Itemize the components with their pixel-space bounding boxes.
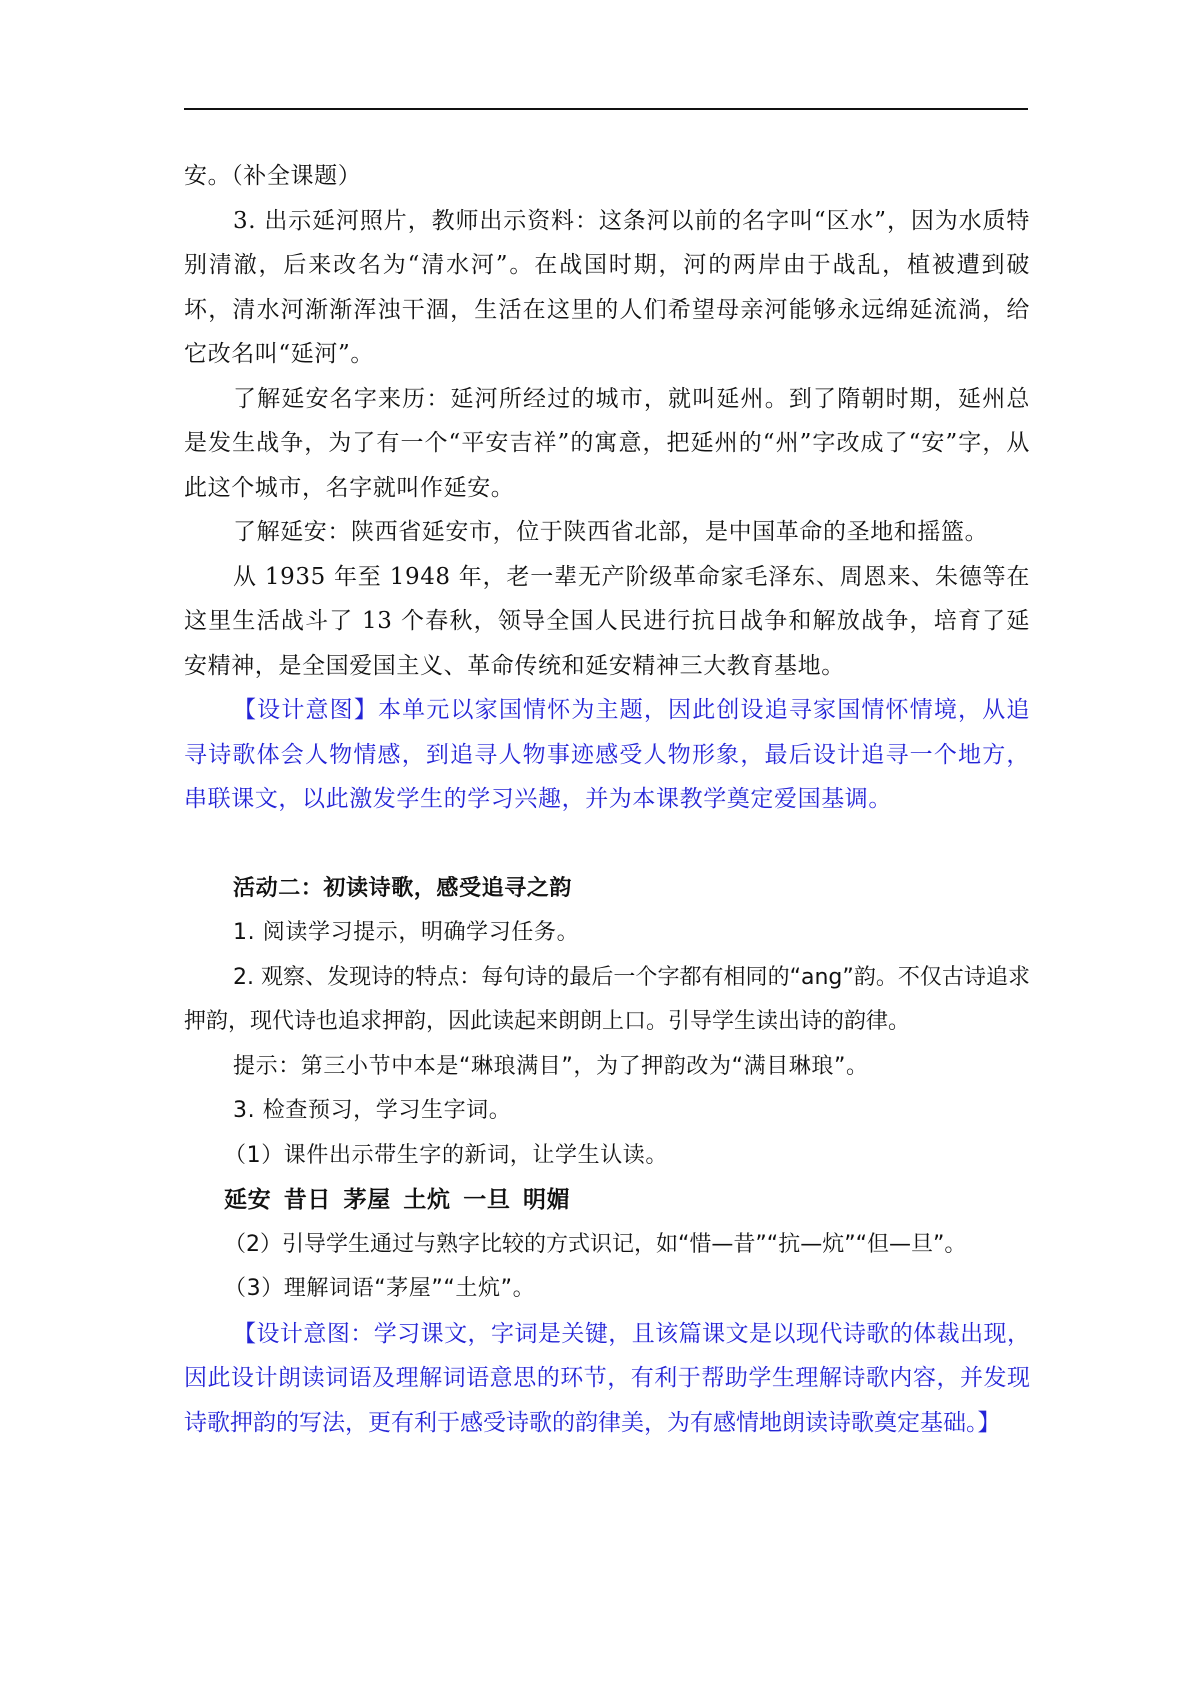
design-intent-note-1: 【设计意图】本单元以家国情怀为主题，因此创设追寻家国情怀情境，从追寻诗歌体会人物情感，到追寻人物事迹感受人物形象，最后设计追寻一个地方，串联课文，以此激发学生的学习兴趣，并为本课教学奠定爱国基调。 <box>184 697 1030 812</box>
paragraph-yanan-history: 从 1935 年至 1948 年，老一辈无产阶级革命家毛泽东、周恩来、朱德等在这里生活战斗了 13 个春秋，领导全国人民进行抗日战争和解放战争，培育了延安精神，是全国爱国主义、革命传统和延安精神三大教育基地。 <box>184 563 1030 679</box>
paragraph-yanhe-river: 3. 出示延河照片，教师出示资料：这条河以前的名字叫“区水”，因为水质特别清澈，后来改名为“清水河”。在战国时期，河的两岸由于战乱，植被遭到破坏，清水河渐渐浑浊干涸，生活在这里的人们希望母亲河能够永远绵延流淌，给它改名叫“延河”。 <box>184 207 1030 367</box>
step-observe-rhyme: 2. 观察、发现诗的特点：每句诗的最后一个字都有相同的“ang”韵。不仅古诗追求押韵，现代诗也追求押韵，因此读起来朗朗上口。引导学生读出诗的韵律。 <box>184 964 1030 1034</box>
step-read-tips: 1. 阅读学习提示，明确学习任务。 <box>233 920 580 945</box>
rhyme-hint: 提示：第三小节中本是“琳琅满目”，为了押韵改为“满目琳琅”。 <box>233 1053 869 1079</box>
step-check-preview: 3. 检查预习，学习生字词。 <box>233 1098 512 1123</box>
vocabulary-list: 延安 昔日 茅屋 土炕 一旦 明媚 <box>224 1186 571 1213</box>
lesson-content <box>184 154 1030 1445</box>
design-intent-note-2: 【设计意图：学习课文，字词是关键，且该篇课文是以现代诗歌的体裁出现，因此设计朗读词语及理解词语意思的环节，有利于帮助学生理解诗歌内容，并发现诗歌押韵的写法，更有利于感受诗歌的韵律美，为有感情地朗读诗歌奠定基础。】 <box>184 1320 1030 1436</box>
header-rule <box>184 108 1028 110</box>
activity-two-heading: 活动二：初读诗歌，感受追寻之韵 <box>233 875 573 901</box>
paragraph-yanan-name-origin: 了解延安名字来历：延河所经过的城市，就叫延州。到了隋朝时期，延州总是发生战争，为了有一个“平安吉祥”的寓意，把延州的“州”字改成了“安”字，从此这个城市，名字就叫作延安。 <box>184 385 1030 501</box>
substep-show-words: （1）课件出示带生字的新词，让学生认读。 <box>224 1142 668 1168</box>
substep-understand-words: （3）理解词语“茅屋”“土炕”。 <box>224 1276 536 1301</box>
paragraph-yanan-location: 了解延安：陕西省延安市，位于陕西省北部，是中国革命的圣地和摇篮。 <box>233 519 989 545</box>
paragraph-title-completion: 安。（补全课题） <box>184 163 362 189</box>
substep-compare-characters: （2）引导学生通过与熟字比较的方式识记，如“惜—昔”“抗—炕”“但—旦”。 <box>224 1231 967 1257</box>
